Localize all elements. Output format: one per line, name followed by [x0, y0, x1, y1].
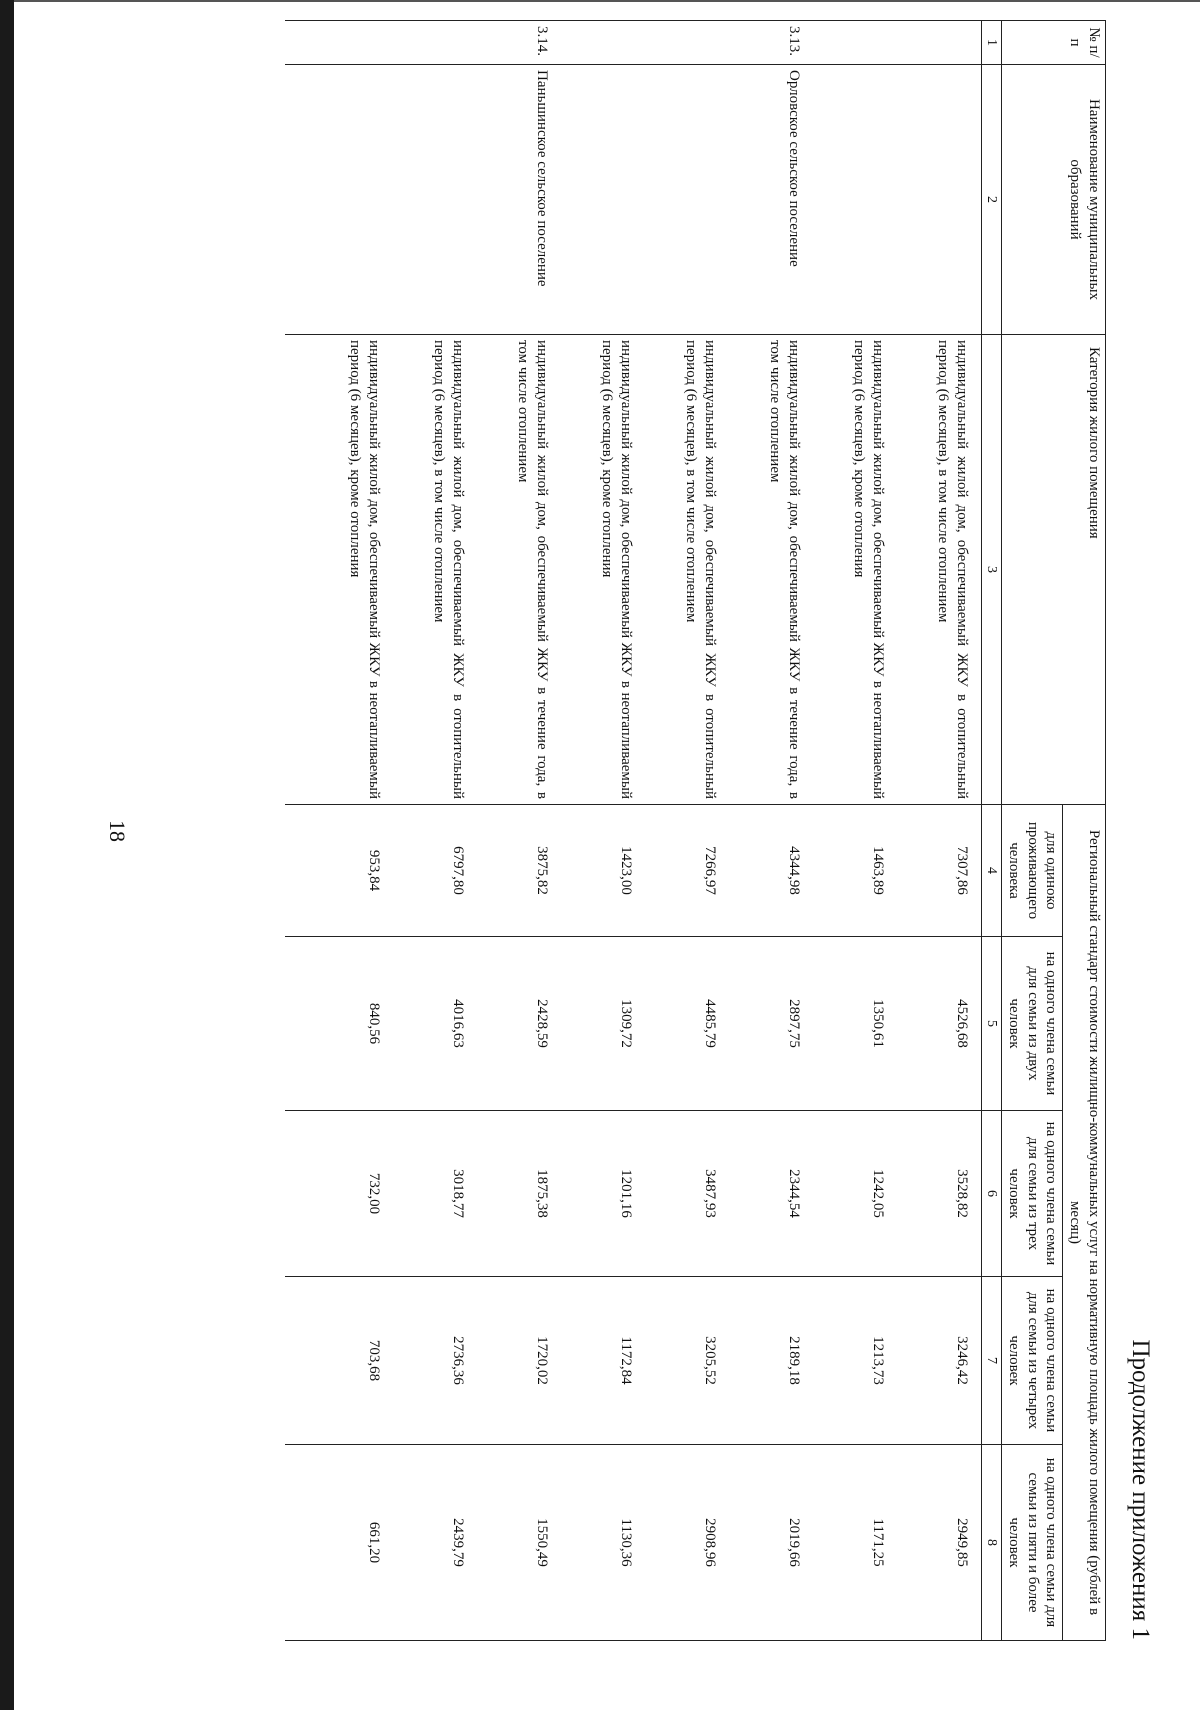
value-single: 1463,89	[813, 805, 897, 937]
column-number: 7	[981, 1277, 1002, 1445]
value-five-plus: 661,20	[285, 1445, 393, 1641]
value-single: 7307,86	[897, 805, 982, 937]
value-two: 4526,68	[897, 937, 982, 1111]
municipality-name	[813, 65, 897, 335]
municipality-name	[561, 65, 645, 335]
header-municipality: Наименование муниципальных образований	[1002, 65, 1106, 335]
value-three: 3487,93	[645, 1111, 729, 1277]
column-number: 3	[981, 335, 1002, 805]
value-three: 2344,54	[729, 1111, 813, 1277]
housing-category: индивидуальный жилой дом, обеспечиваемый ЖКУ в течение года, в том числе отоплением	[729, 335, 813, 805]
municipality-name	[645, 65, 729, 335]
column-number: 5	[981, 937, 1002, 1111]
value-four: 1172,84	[561, 1277, 645, 1445]
value-single: 1423,00	[561, 805, 645, 937]
table-row	[645, 21, 729, 1641]
header-row-1	[1063, 21, 1106, 1641]
value-four: 703,68	[285, 1277, 393, 1445]
value-single: 953,84	[285, 805, 393, 937]
row-number	[645, 21, 729, 65]
value-single: 7266,97	[645, 805, 729, 937]
value-five-plus: 1171,25	[813, 1445, 897, 1641]
housing-category: индивидуальный жилой дом, обеспечиваемый ЖКУ в отопительный период (6 месяцев), в том числе отоплением	[645, 335, 729, 805]
header-category: Категория жилого помещения	[1002, 335, 1106, 805]
rotated-page	[105, 0, 1158, 1680]
municipality-name: Паньшинское сельское поселение	[477, 65, 561, 335]
value-five-plus: 2439,79	[393, 1445, 477, 1641]
value-single: 3875,82	[477, 805, 561, 937]
value-single: 4344,98	[729, 805, 813, 937]
value-two: 4485,79	[645, 937, 729, 1111]
value-single: 6797,80	[393, 805, 477, 937]
value-three: 3018,77	[393, 1111, 477, 1277]
header-num: № п/п	[1002, 21, 1106, 65]
value-five-plus: 2019,66	[729, 1445, 813, 1641]
continuation-title: Продолжение приложения 1	[1127, 1339, 1154, 1640]
column-number: 4	[981, 805, 1002, 937]
municipality-name: Орловское сельское поселение	[729, 65, 813, 335]
value-three: 1242,05	[813, 1111, 897, 1277]
value-four: 3246,42	[897, 1277, 982, 1445]
row-number	[897, 21, 982, 65]
housing-category: индивидуальный жилой дом, обеспечиваемый ЖКУ в отопительный период (6 месяцев), в том числе отоплением	[897, 335, 982, 805]
municipality-name	[897, 65, 982, 335]
row-number	[813, 21, 897, 65]
value-three: 3528,82	[897, 1111, 982, 1277]
housing-category: индивидуальный жилой дом, обеспечиваемый ЖКУ в течение года, в том числе отоплением	[477, 335, 561, 805]
column-number: 2	[981, 65, 1002, 335]
row-number	[393, 21, 477, 65]
value-three: 1201,16	[561, 1111, 645, 1277]
value-two: 1309,72	[561, 937, 645, 1111]
value-five-plus: 2949,85	[897, 1445, 982, 1641]
header-three: на одного члена семьи для семьи из трех человек	[1002, 1111, 1063, 1277]
header-five-plus: на одного члена семьи для семьи из пяти и более человек	[1002, 1445, 1063, 1641]
table-row	[729, 21, 813, 1641]
table-row	[285, 21, 393, 1641]
value-two: 4016,63	[393, 937, 477, 1111]
municipality-name	[393, 65, 477, 335]
value-two: 840,56	[285, 937, 393, 1111]
value-four: 2189,18	[729, 1277, 813, 1445]
table-row	[393, 21, 477, 1641]
value-four: 2736,36	[393, 1277, 477, 1445]
housing-category: индивидуальный жилой дом, обеспечиваемый ЖКУ в неотапливаемый период (6 месяцев), кроме отопления	[561, 335, 645, 805]
value-three: 1875,38	[477, 1111, 561, 1277]
value-five-plus: 1550,49	[477, 1445, 561, 1641]
value-two: 2897,75	[729, 937, 813, 1111]
row-number	[561, 21, 645, 65]
column-number: 6	[981, 1111, 1002, 1277]
value-five-plus: 2908,96	[645, 1445, 729, 1641]
value-four: 1213,73	[813, 1277, 897, 1445]
value-four: 1720,02	[477, 1277, 561, 1445]
value-five-plus: 1130,36	[561, 1445, 645, 1641]
row-number: 3.14.	[477, 21, 561, 65]
municipality-name	[285, 65, 393, 335]
row-number	[285, 21, 393, 65]
header-four: на одного члена семьи для семьи из четырех человек	[1002, 1277, 1063, 1445]
housing-category: индивидуальный жилой дом, обеспечиваемый ЖКУ в неотапливаемый период (6 месяцев), кроме отопления	[813, 335, 897, 805]
header-single: для одиноко проживающего человека	[1002, 805, 1063, 937]
table-row	[561, 21, 645, 1641]
housing-category: индивидуальный жилой дом, обеспечиваемый ЖКУ в отопительный период (6 месяцев), в том числе отоплением	[393, 335, 477, 805]
table-row	[813, 21, 897, 1641]
housing-category: индивидуальный жилой дом, обеспечиваемый ЖКУ в неотапливаемый период (6 месяцев), кроме отопления	[285, 335, 393, 805]
column-number-row	[981, 21, 1002, 1641]
value-four: 3205,52	[645, 1277, 729, 1445]
table-row	[477, 21, 561, 1641]
row-number: 3.13.	[729, 21, 813, 65]
value-three: 732,00	[285, 1111, 393, 1277]
scan-left-edge	[0, 0, 14, 1710]
header-standard-group: Региональный стандарт стоимости жилищно-коммунальных услуг на нормативную площадь жилого помещения (рублей в месяц)	[1063, 805, 1106, 1641]
page-number: 18	[105, 820, 130, 842]
column-number: 8	[981, 1445, 1002, 1641]
table-row	[897, 21, 982, 1641]
value-two: 1350,61	[813, 937, 897, 1111]
header-two: на одного члена семьи для семьи из двух человек	[1002, 937, 1063, 1111]
value-two: 2428,59	[477, 937, 561, 1111]
column-number: 1	[981, 21, 1002, 65]
tariff-table	[285, 20, 1106, 1641]
